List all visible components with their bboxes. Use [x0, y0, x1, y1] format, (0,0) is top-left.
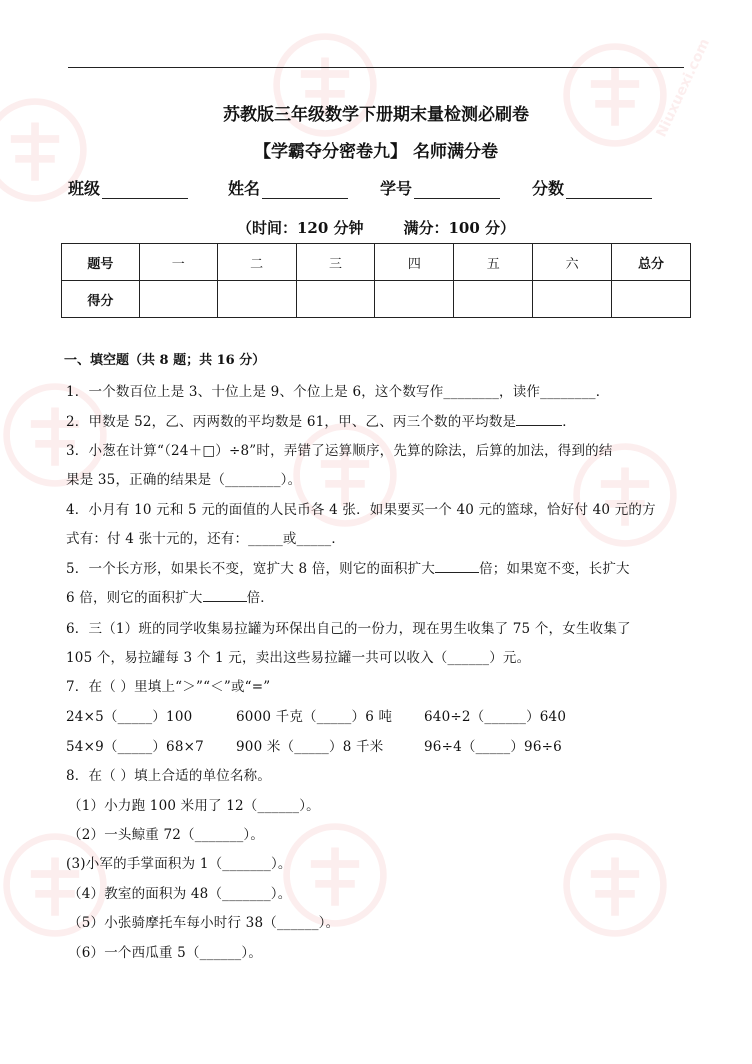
unit-item: （4）教室的面积为 48（_______）。 [68, 886, 292, 902]
score-table-score-row [62, 281, 691, 318]
unit-item: （2）一头鲸重 72（_______）。 [68, 827, 265, 843]
class-field [68, 176, 188, 199]
question-3-line-2: 果是 35，正确的结果是（________）。 [66, 472, 302, 488]
compare-item: 900 米（_____）8 千米 [236, 739, 384, 755]
question-7: 7．在（ ）里填上“＞”“＜”或“=” [66, 679, 271, 695]
compare-item: 24×5（_____）100 [66, 709, 193, 725]
score-field [532, 176, 652, 199]
compare-item: 6000 千克（_____）6 吨 [236, 709, 393, 725]
watermark-logo [560, 40, 670, 150]
header-cell: 总分 [612, 244, 691, 281]
exam-time-line [0, 217, 752, 238]
header-cell: 四 [375, 244, 454, 281]
page-subtitle: 【学霸夺分密卷九】 名师满分卷 [254, 142, 498, 162]
header-cell: 五 [454, 244, 533, 281]
score-cell[interactable] [296, 281, 375, 318]
score-cell[interactable] [612, 281, 691, 318]
question-6-line-1: 6．三（1）班的同学收集易拉罐为环保出自己的一份力，现在男生收集了 75 个，女生收集了 [66, 621, 631, 637]
name-label: 姓名 [228, 179, 261, 198]
score-cell[interactable] [533, 281, 612, 318]
score-cell[interactable] [139, 281, 217, 318]
unit-item: （1）小力跑 100 米用了 12（______）。 [68, 798, 320, 814]
score-table-header-row [62, 244, 691, 281]
question-1: 1．一个数百位上是 3、十位上是 9、个位上是 6，这个数写作________，读作________． [66, 384, 610, 400]
page-title: 苏教版三年级数学下册期末量检测必刷卷 [223, 105, 529, 125]
score-cell[interactable] [375, 281, 454, 318]
compare-item: 96÷4（_____）96÷6 [424, 739, 562, 755]
answer-blank[interactable] [203, 590, 247, 602]
answer-blank[interactable] [435, 561, 479, 573]
unit-item: (3)小军的手掌面积为 1（_______）。 [66, 856, 292, 872]
score-cell[interactable] [217, 281, 296, 318]
watermark-logo [560, 830, 670, 940]
question-4-line-2: 式有：付 4 张十元的，还有：_____或_____． [66, 531, 346, 547]
class-blank[interactable] [102, 180, 188, 199]
unit-item: （6）一个西瓜重 5（______）。 [68, 945, 263, 961]
score-table [61, 243, 691, 318]
student-id-blank[interactable] [414, 180, 500, 199]
student-info-row [68, 176, 688, 200]
question-8: 8．在（ ）填上合适的单位名称。 [66, 768, 272, 784]
question-5-line-2: 6 倍，则它的面积扩大 倍． [66, 590, 274, 606]
question-6-line-2: 105 个，易拉罐每 3 个 1 元，卖出这些易拉罐一共可以收入（______）元。 [66, 650, 531, 666]
header-cell: 题号 [62, 244, 140, 281]
student-id-label: 学号 [380, 179, 413, 198]
section-1-heading: 一、填空题（共 8 题；共 16 分） [64, 353, 266, 368]
header-rule [68, 67, 684, 68]
header-cell: 二 [217, 244, 296, 281]
class-label: 班级 [68, 179, 101, 198]
header-cell: 一 [139, 244, 217, 281]
score-blank[interactable] [566, 180, 652, 199]
unit-item: （5）小张骑摩托车每小时行 38（______）。 [68, 915, 340, 931]
student-id-field [380, 176, 500, 199]
question-3-line-1: 3．小葱在计算“（24＋□）÷8”时，弄错了运算顺序，先算的除法，后算的加法，得到的结 [66, 443, 613, 459]
compare-item: 640÷2（______）640 [424, 709, 567, 725]
score-label: 分数 [532, 179, 565, 198]
header-cell: 六 [533, 244, 612, 281]
question-5-line-1: 5．一个长方形，如果长不变，宽扩大 8 倍，则它的面积扩大 倍；如果宽不变，长扩大 [66, 561, 630, 577]
question-2: 2．甲数是 52，乙、丙两数的平均数是 61，甲、乙、丙三个数的平均数是 ． [66, 414, 576, 430]
compare-item: 54×9（_____）68×7 [66, 739, 204, 755]
time-label: （时间：120 分钟 [236, 219, 364, 237]
score-cell[interactable] [454, 281, 533, 318]
full-score-label: 满分：100 分） [403, 219, 516, 237]
header-cell: 三 [296, 244, 375, 281]
score-row-label: 得分 [62, 281, 140, 318]
watermark-text: Niuxuexi.com [653, 36, 714, 140]
answer-blank[interactable] [516, 414, 562, 426]
question-4-line-1: 4．小月有 10 元和 5 元的面值的人民币各 4 张．如果要买一个 40 元的篮球，恰好付 40 元的方 [66, 502, 656, 518]
name-blank[interactable] [262, 180, 348, 199]
name-field [228, 176, 348, 199]
